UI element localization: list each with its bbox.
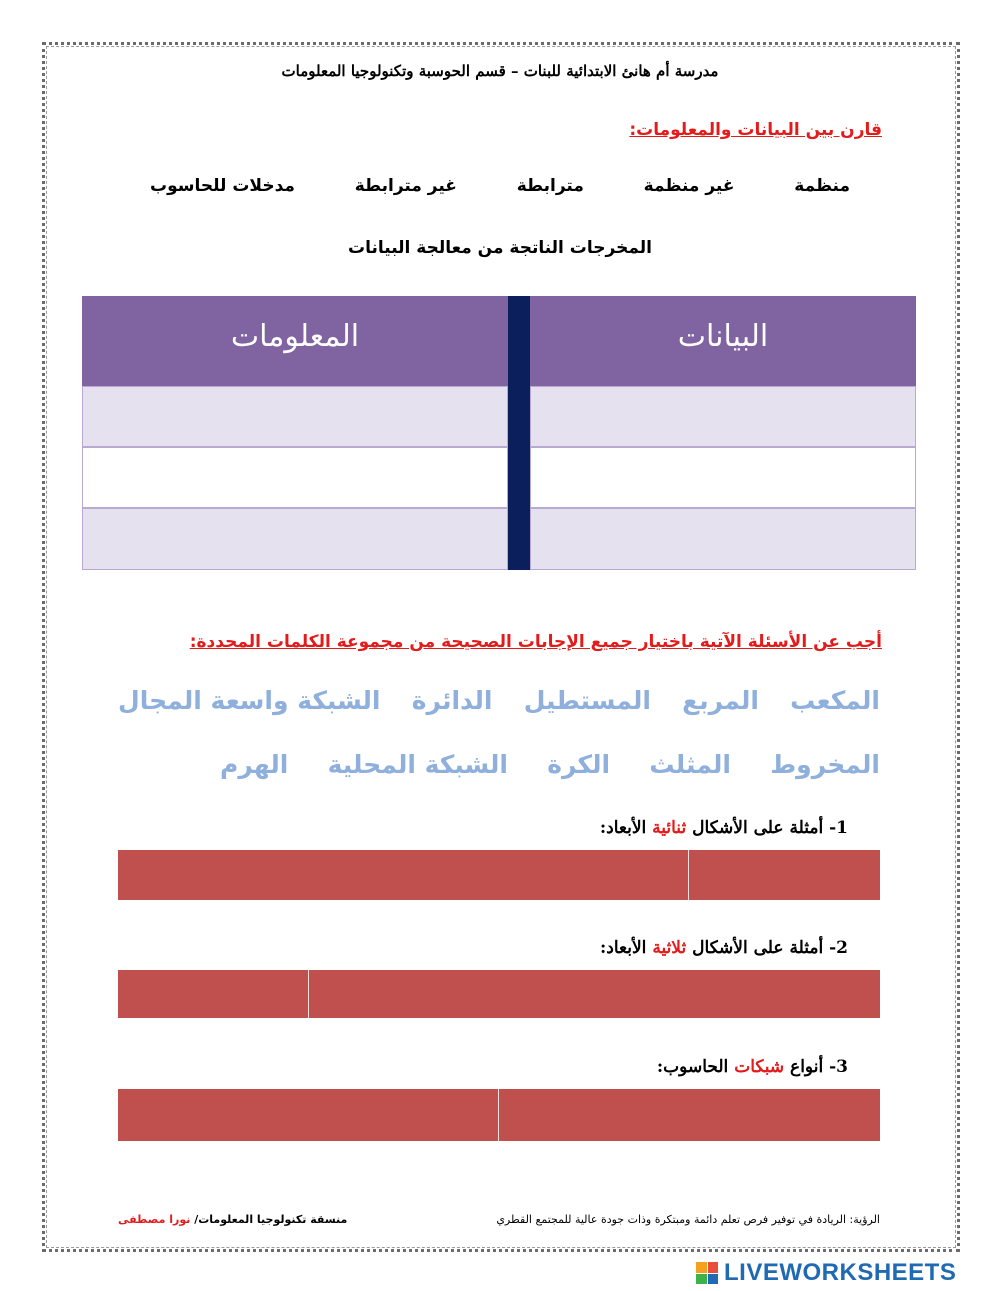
- question-text: الحاسوب:: [656, 1057, 735, 1077]
- keyword-outputs: المخرجات الناتجة من معالجة البيانات: [348, 238, 652, 258]
- answer-cell-data-3[interactable]: [530, 508, 916, 570]
- column-header-information: المعلومات: [82, 296, 508, 386]
- question-2: [600, 938, 848, 958]
- answer-drop-zone-1b[interactable]: [118, 850, 688, 900]
- question-text: الأبعاد:: [599, 818, 653, 838]
- answer-bar-1: [118, 850, 880, 900]
- keyword: غير مترابطة: [354, 176, 457, 196]
- school-header: مدرسة أم هانئ الابتدائية للبنات – قسم الحوسبة وتكنولوجيا المعلومات: [281, 62, 719, 80]
- bar-divider: [688, 850, 689, 900]
- compare-title: قارن بين البيانات والمعلومات:: [629, 120, 882, 140]
- question-text: أمثلة على الأشكال: [686, 818, 824, 838]
- keyword: مدخلات للحاسوب: [150, 176, 295, 196]
- coordinator-label: منسقة تكنولوجيا المعلومات/: [190, 1213, 348, 1226]
- question-text: أمثلة على الأشكال: [686, 938, 824, 958]
- answer-cell-information-1[interactable]: [82, 386, 508, 447]
- keyword: غير منظمة: [643, 176, 735, 196]
- answer-cell-information-2[interactable]: [82, 447, 508, 508]
- answer-drop-zone-2a[interactable]: [309, 970, 880, 1018]
- column-separator: [508, 296, 530, 570]
- answer-cell-information-3[interactable]: [82, 508, 508, 570]
- word-bank-row-2: [220, 750, 880, 779]
- instructions-title: أجب عن الأسئلة الآتية باختيار جميع الإجابات الصحيحة من مجموعة الكلمات المحددة:: [189, 632, 882, 652]
- liveworksheets-logo-icon: [696, 1262, 718, 1284]
- question-1: [600, 818, 848, 838]
- answer-drop-zone-3b[interactable]: [118, 1089, 498, 1141]
- question-highlight: شبكات: [734, 1057, 785, 1077]
- word-bank-item: الكرة: [547, 750, 611, 779]
- coordinator-name: نورا مصطفى: [118, 1213, 191, 1226]
- word-bank-item: الهرم: [220, 750, 289, 779]
- question-text: أنواع: [784, 1057, 824, 1077]
- footer-coordinator: [118, 1213, 347, 1226]
- question-highlight: ثلاثية: [652, 938, 687, 958]
- answer-drop-zone-1a[interactable]: [689, 850, 880, 900]
- word-bank-item: المثلث: [649, 750, 731, 779]
- word-bank-item: الدائرة: [411, 686, 493, 715]
- answer-drop-zone-2b[interactable]: [118, 970, 308, 1018]
- question-number: 2-: [829, 938, 848, 958]
- keyword: منظمة: [794, 176, 850, 196]
- word-bank-item: المخروط: [770, 750, 880, 779]
- answer-drop-zone-3a[interactable]: [499, 1089, 880, 1141]
- question-number: 3-: [829, 1057, 848, 1077]
- answer-cell-data-2[interactable]: [530, 447, 916, 508]
- answer-bar-3: [118, 1089, 880, 1141]
- word-bank-item: المكعب: [790, 686, 880, 715]
- answer-bar-2: [118, 970, 880, 1018]
- question-text: الأبعاد:: [600, 938, 653, 958]
- answer-cell-data-1[interactable]: [530, 386, 916, 447]
- question-highlight: ثنائية: [652, 818, 687, 838]
- question-3: [657, 1057, 848, 1077]
- column-header-data: البيانات: [530, 296, 916, 386]
- word-bank-item: الشبكة المحلية: [327, 750, 508, 779]
- footer-vision: الرؤية: الريادة في توفير فرص تعلم دائمة ومبتكرة وذات جودة عالية للمجتمع القطري: [496, 1213, 880, 1226]
- comparison-table: [82, 296, 916, 570]
- word-bank-item: المستطيل: [523, 686, 651, 715]
- brand-name: LIVEWORKSHEETS: [724, 1259, 957, 1286]
- bar-divider: [308, 970, 309, 1018]
- keyword: مترابطة: [516, 176, 584, 196]
- bar-divider: [498, 1089, 499, 1141]
- word-bank-item: الشبكة واسعة المجال: [118, 686, 381, 715]
- keyword-row: [150, 176, 850, 196]
- word-bank-item: المربع: [682, 686, 759, 715]
- word-bank-row-1: [118, 686, 880, 715]
- liveworksheets-brand[interactable]: [696, 1260, 996, 1286]
- question-number: 1-: [829, 818, 848, 838]
